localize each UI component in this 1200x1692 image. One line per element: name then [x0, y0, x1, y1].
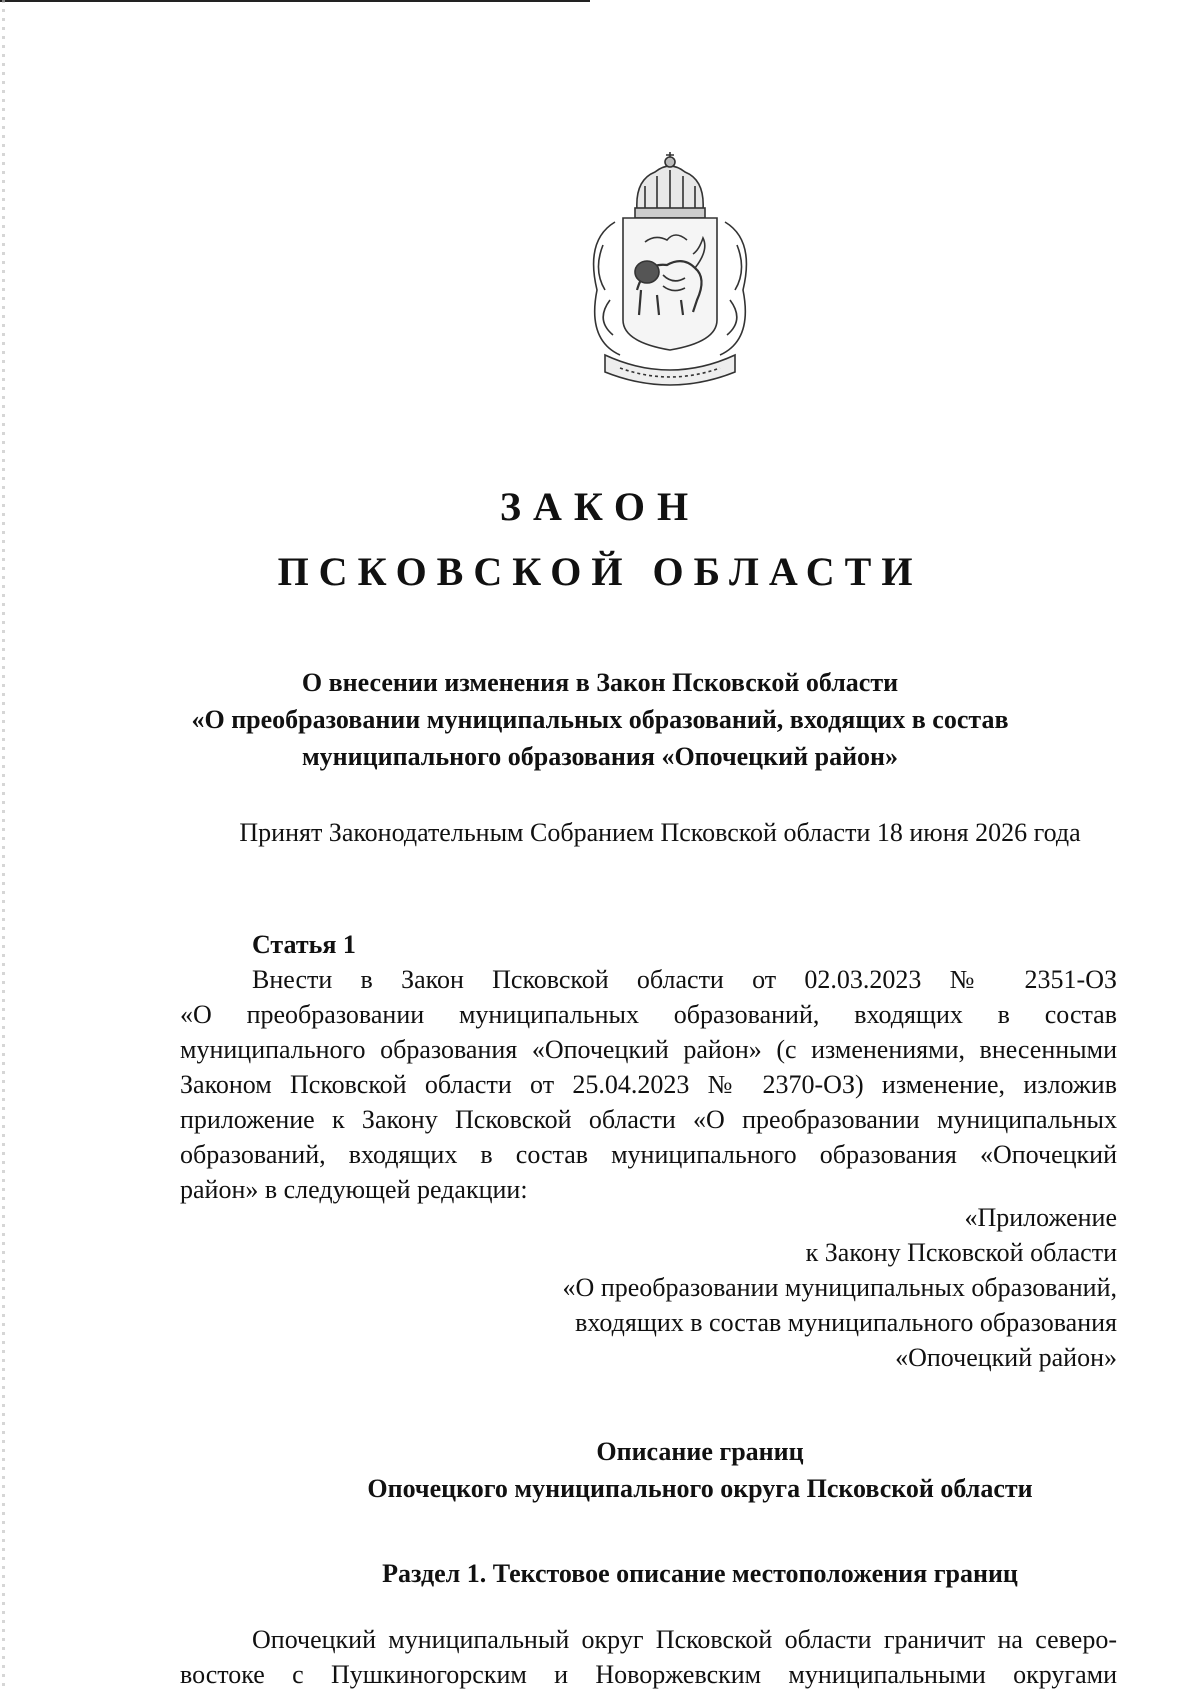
appendix-reference [563, 1200, 1117, 1375]
appendix-line: «Приложение [964, 1203, 1117, 1232]
scan-top-rule [0, 0, 590, 2]
boundaries-line: Опочецкий муниципальный округ Псковской области граничит на северо- [252, 1625, 1117, 1654]
document-type-title: ЗАКОН [499, 484, 701, 529]
article-line: Законом Псковской области от 25.04.2023 № 2370-ОЗ) изменение, изложив [180, 1070, 1117, 1099]
scan-left-edge [2, 0, 5, 1686]
article-line: муниципального образования «Опочецкий район» (с изменениями, внесенными [180, 1035, 1117, 1064]
adoption-statement: Принят Законодательным Собранием Псковской области 18 июня 2026 года [239, 818, 1081, 847]
heading-line-3: муниципального образования «Опочецкий район» [301, 742, 899, 771]
appendix-line: «О преобразовании муниципальных образований, [562, 1273, 1117, 1302]
boundaries-body [180, 1622, 1117, 1692]
heading-line-2: «О преобразовании муниципальных образований, входящих в состав [191, 705, 1009, 734]
article-title: Статья 1 [252, 930, 356, 959]
region-title: ПСКОВСКОЙ ОБЛАСТИ [277, 549, 923, 594]
article-line: район» в следующей редакции: [180, 1175, 528, 1204]
appendix-line: к Закону Псковской области [805, 1238, 1117, 1267]
coat-of-arms-emblem [575, 150, 765, 395]
heading-line-1: О внесении изменения в Закон Псковской области [301, 668, 899, 697]
appendix-line: входящих в состав муниципального образования [575, 1308, 1117, 1337]
article-line: образований, входящих в состав муниципального образования «Опочецкий [180, 1140, 1117, 1169]
boundaries-line: востоке с Пушкиногорским и Новоржевским муниципальными округами [180, 1660, 1117, 1689]
section-title: Раздел 1. Текстовое описание местоположения границ [382, 1559, 1018, 1588]
article-line: Внести в Закон Псковской области от 02.03.2023 № 2351-ОЗ [252, 965, 1117, 994]
article-line: приложение к Закону Псковской области «О преобразовании муниципальных [180, 1105, 1117, 1134]
boundaries-title: Описание границ [596, 1437, 804, 1466]
article-body [180, 962, 1117, 1207]
boundaries-subtitle: Опочецкого муниципального округа Псковской области [367, 1474, 1033, 1503]
article-line: «О преобразовании муниципальных образований, входящих в состав [180, 1000, 1117, 1029]
appendix-line: «Опочецкий район» [895, 1343, 1117, 1372]
